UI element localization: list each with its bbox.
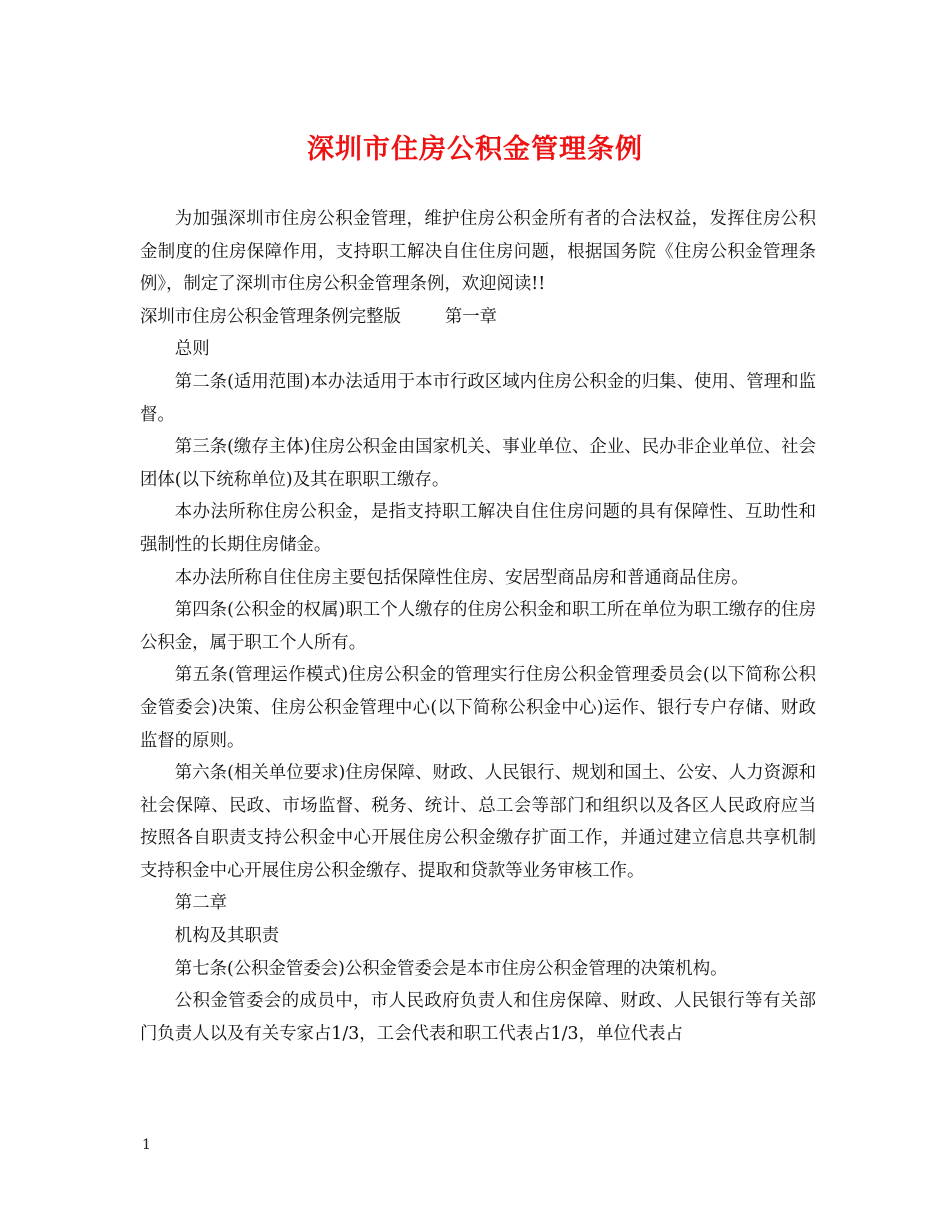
document-title: 深圳市住房公积金管理条例 (307, 134, 643, 165)
article-3: 第三条(缴存主体)住房公积金由国家机关、事业单位、企业、民办非企业单位、社会团体(以下统称单位)及其在职职工缴存。 (140, 437, 816, 490)
subtitle-line (140, 301, 816, 334)
subtitle-text: 深圳市住房公积金管理条例完整版 (140, 306, 401, 327)
article-4: 第四条(公积金的权属)职工个人缴存的住房公积金和职工所在单位为职工缴存的住房公积金，属于职工个人所有。 (140, 600, 816, 653)
definition-self-housing: 本办法所称自住住房主要包括保障性住房、安居型商品房和普通商品住房。 (174, 567, 749, 588)
article-7: 第七条(公积金管委会)公积金管委会是本市住房公积金管理的决策机构。 (174, 958, 728, 979)
chapter-two-name: 机构及其职责 (174, 926, 280, 947)
article-2: 第二条(适用范围)本办法适用于本市行政区域内住房公积金的归集、使用、管理和监督。 (140, 371, 816, 425)
committee-members-paragraph: 公积金管委会的成员中，市人民政府负责人和住房保障、财政、人民银行等有关部门负责人以及有关专家占1/3，工会代表和职工代表占1/3，单位代表占 (140, 991, 816, 1044)
document-body (140, 203, 816, 1050)
article-6: 第六条(相关单位要求)住房保障、财政、人民银行、规划和国土、公安、人力资源和社会保障、民政、市场监督、税务、统计、总工会等部门和组织以及各区人民政府应当按照各自职责支持公积金中心开展住房公积金缴存扩面工作，并通过建立信息共享机制支持积金中心开展住房公积金缴存、提取和贷款等业务审核工作。 (140, 763, 816, 881)
chapter-one-name: 总则 (174, 339, 210, 360)
definition-housing-fund: 本办法所称住房公积金，是指支持职工解决自住住房问题的具有保障性、互助性和强制性的长期住房储金。 (140, 502, 816, 555)
article-5: 第五条(管理运作模式)住房公积金的管理实行住房公积金管理委员会(以下简称公积金管委会)决策、住房公积金管理中心(以下简称公积金中心)运作、银行专户存储、财政监督的原则。 (140, 665, 816, 751)
chapter-two-label: 第二章 (174, 893, 227, 914)
chapter-one-label: 第一章 (444, 306, 498, 327)
page-number: 1 (142, 1137, 151, 1153)
intro-paragraph: 为加强深圳市住房公积金管理，维护住房公积金所有者的合法权益，发挥住房公积金制度的住房保障作用，支持职工解决自住住房问题，根据国务院《住房公积金管理条例》，制定了深圳市住房公积金管理条例，欢迎阅读!! (140, 209, 816, 295)
